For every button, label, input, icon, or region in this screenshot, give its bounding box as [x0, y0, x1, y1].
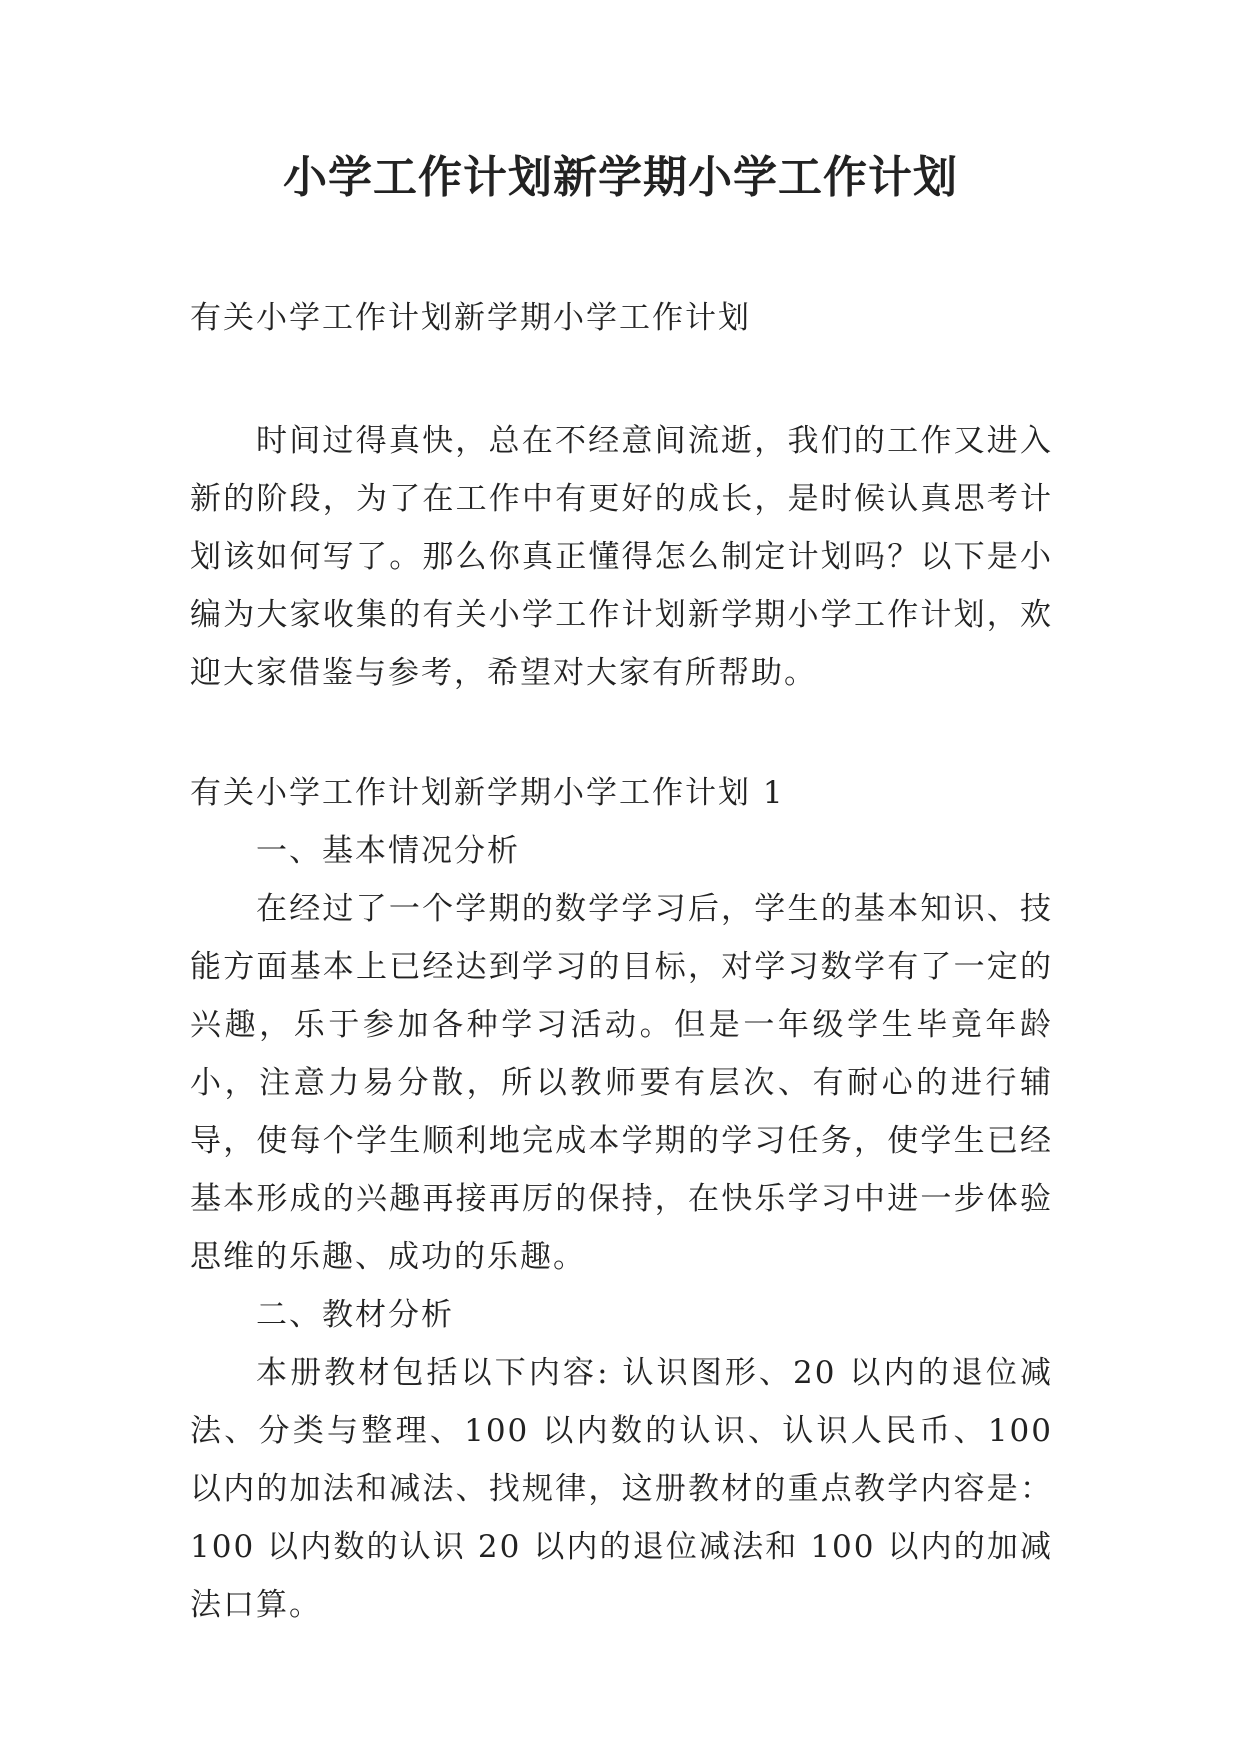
- article-heading: 有关小学工作计划新学期小学工作计划 1: [190, 775, 785, 811]
- document-title: 小学工作计划新学期小学工作计划: [283, 152, 958, 203]
- section-heading-textbook-analysis: 二、教材分析: [256, 1297, 454, 1333]
- intro-paragraph: 时间过得真快，总在不经意间流逝，我们的工作又进入新的阶段，为了在工作中有更好的成长，是时候认真思考计划该如何写了。那么你真正懂得怎么制定计划吗？以下是小编为大家收集的有关小学工作计划新学期小学工作计划，欢迎大家借鉴与参考，希望对大家有所帮助。: [190, 423, 1053, 691]
- section-paragraph-textbook-analysis: 本册教材包括以下内容: 认识图形、20 以内的退位减法、分类与整理、100 以内数的认识、认识人民币、100 以内的加法和减法、找规律，这册教材的重点教学内容是：100 以内数的认识 20 以内的退位减法和 100 以内的加减法口算。: [190, 1355, 1053, 1623]
- document-body: [190, 290, 1053, 1634]
- section-heading-basic-analysis: 一、基本情况分析: [256, 833, 520, 869]
- section-paragraph-basic-analysis: 在经过了一个学期的数学学习后，学生的基本知识、技能方面基本上已经达到学习的目标，对学习数学有了一定的兴趣，乐于参加各种学习活动。但是一年级学生毕竟年龄小，注意力易分散，所以教师要有层次、有耐心的进行辅导，使每个学生顺利地完成本学期的学习任务，使学生已经基本形成的兴趣再接再厉的保持，在快乐学习中进一步体验思维的乐趣、成功的乐趣。: [190, 891, 1053, 1275]
- document-subtitle: 有关小学工作计划新学期小学工作计划: [190, 300, 751, 336]
